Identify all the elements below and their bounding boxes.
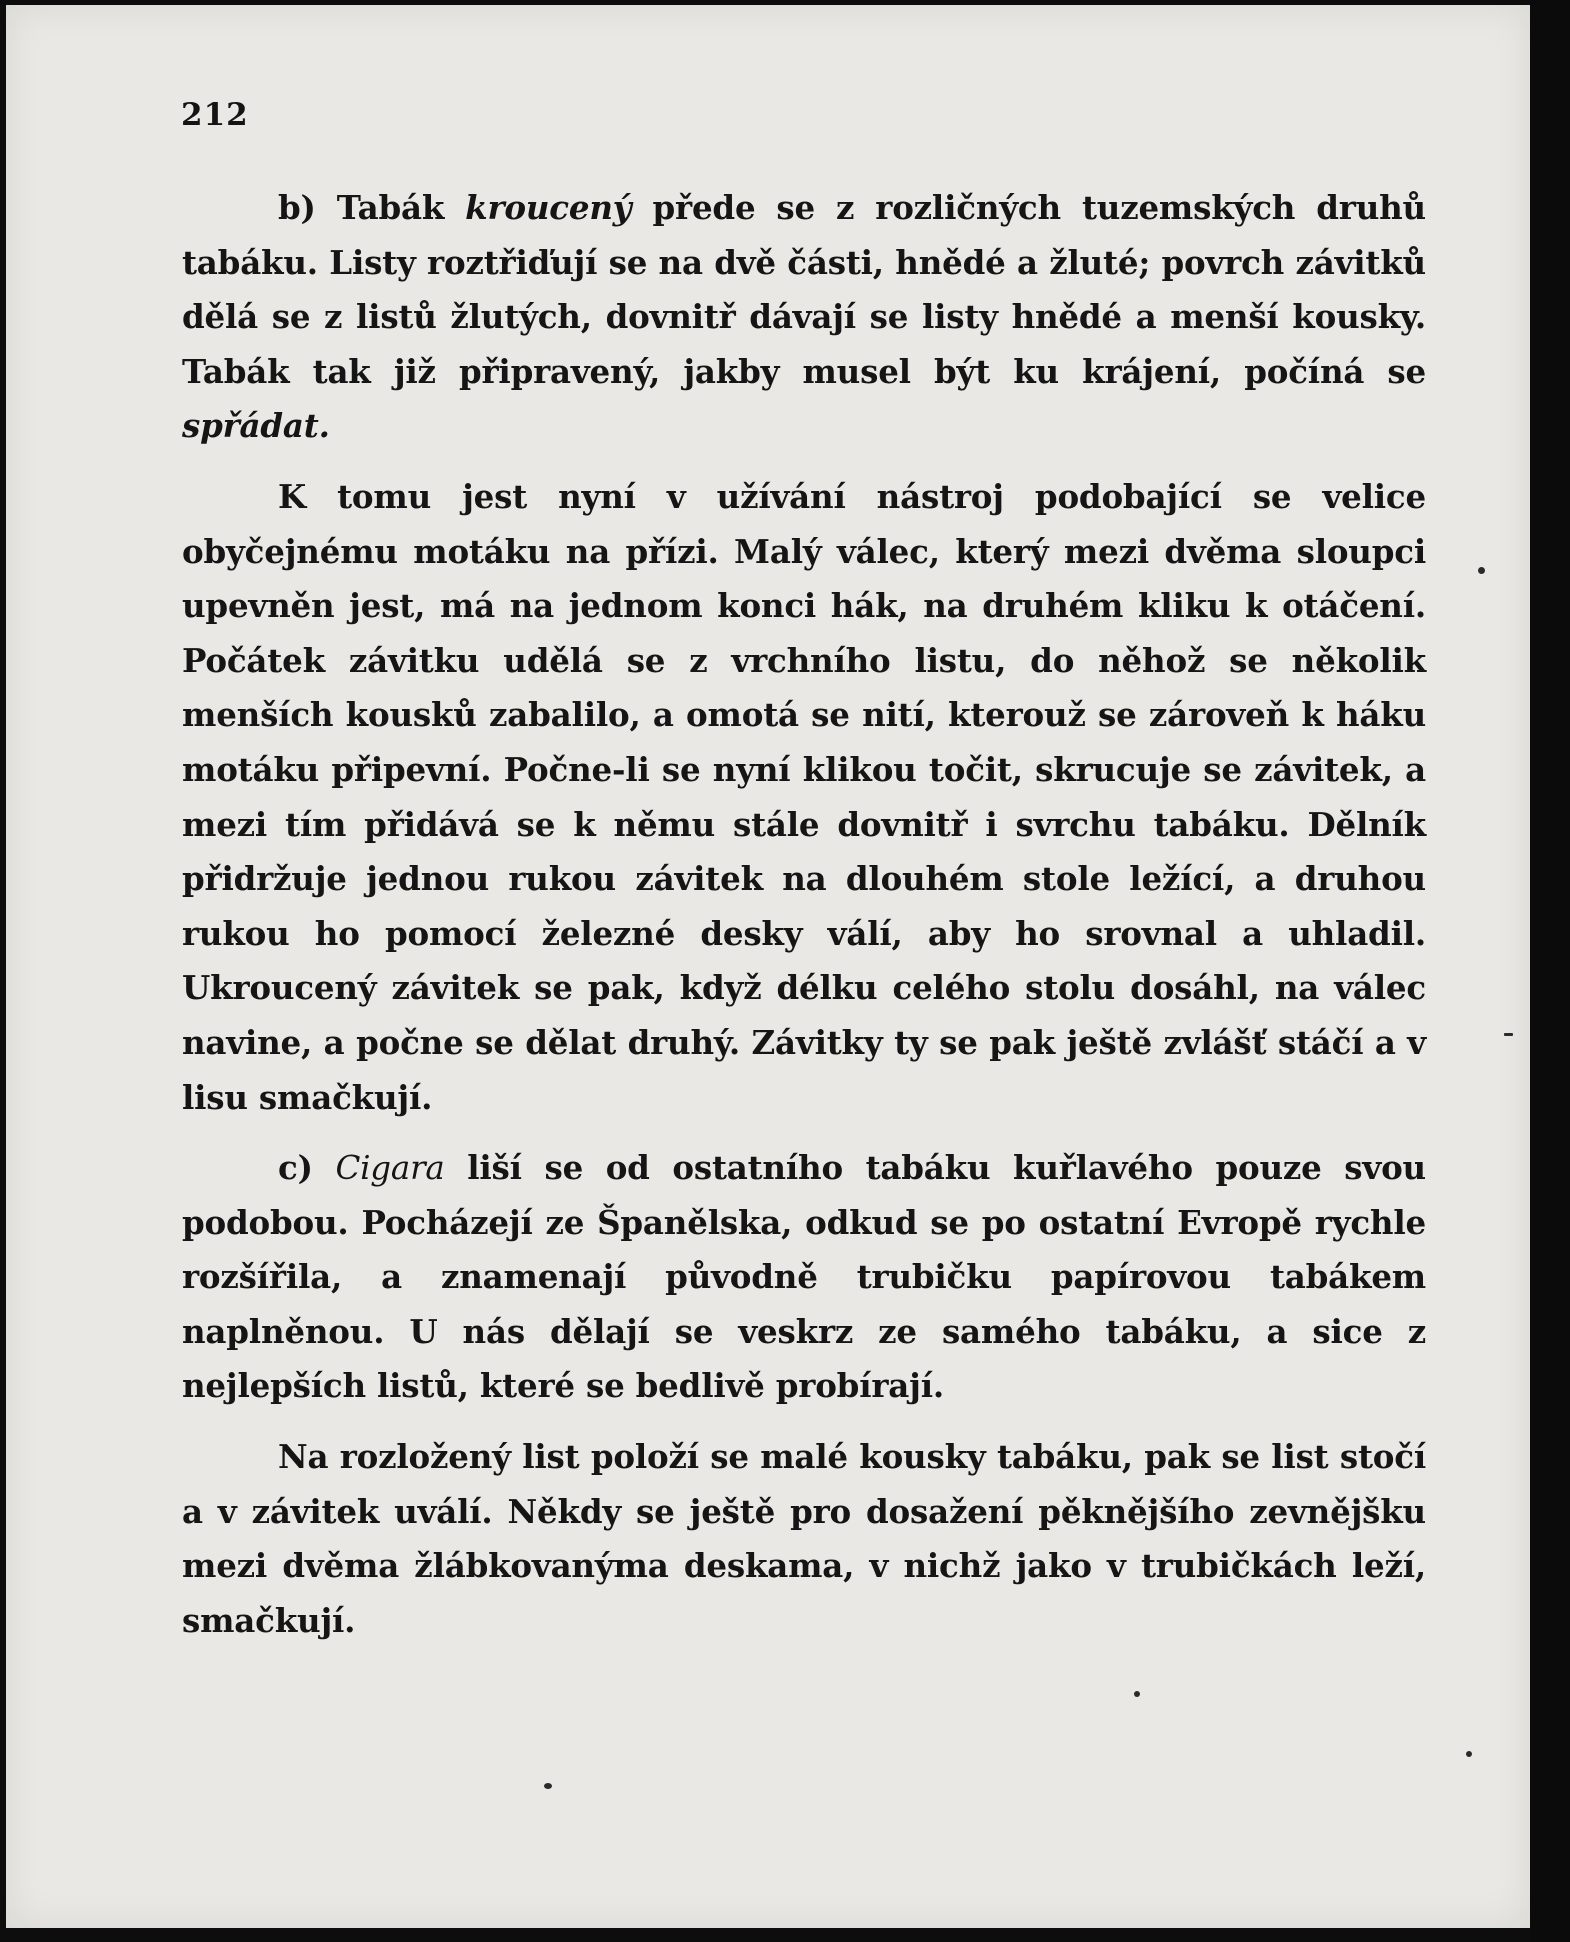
- page-number: 212: [181, 97, 249, 133]
- paragraph-1: [182, 181, 1426, 454]
- italic-term-cigara: Cigara: [335, 1149, 445, 1188]
- paragraph-2: [182, 470, 1426, 1125]
- scan-speck: [1134, 1691, 1140, 1697]
- scan-border: [1530, 0, 1570, 1942]
- paragraph-4: [182, 1430, 1426, 1648]
- scan-speck: [544, 1783, 552, 1789]
- book-page: [6, 5, 1530, 1928]
- text-run: c): [278, 1148, 336, 1188]
- body-text: [182, 181, 1426, 1664]
- scan-speck: [1466, 1751, 1472, 1757]
- text-run: b) Tabák: [278, 188, 466, 227]
- text-run: liší se od ostatního tabáku kuřlavého pouze svou podobou. Pocházejí ze Španělska, odkud se po ostatní Evropě rychle rozšířila, a znamenají původně trubičku papírovou tabákem naplněnou. U nás dělají se veskrz ze samého tabáku, a sice z nejlepších listů, které se bedlivě probírají.: [182, 1148, 1426, 1406]
- italic-term-spradat: spřádat.: [182, 406, 330, 446]
- italic-term-krouceny: kroucený: [465, 188, 632, 227]
- text-run: Na rozložený list položí se malé kousky tabáku, pak se list stočí a v závitek uválí. Někdy se ještě pro dosažení pěknějšího zevnějšku mezi dvěma žlábkovanýma deskama, v nichž jako v trubičkách leží, smačkují.: [182, 1437, 1426, 1640]
- paragraph-3: [182, 1141, 1426, 1414]
- text-run: K tomu jest nyní v užívání nástroj podobající se velice obyčejnému motáku na přízi. Malý válec, který mezi dvěma sloupci upevněn jest, má na jednom konci hák, na druhém kliku k otáčení. Počátek závitku udělá se z vrchního listu, do něhož se několik menších kousků zabalilo, a omotá se nití, kterouž se zároveň k háku motáku připevní. Počne-li se nyní klikou točit, skrucuje se závitek, a mezi tím přidává se k němu stále dovnitř i svrchu tabáku. Dělník přidržuje jednou rukou závitek na dlouhém stole ležící, a druhou rukou ho pomocí železné desky válí, aby ho srovnal a uhladil. Ukroucený závitek se pak, když délku celého stolu dosáhl, na válec navine, a počne se dělat druhý. Závitky ty se pak ještě zvlášť stáčí a v lisu smačkují.: [182, 476, 1426, 1117]
- scan-speck: [1478, 567, 1485, 574]
- scan-speck: [1504, 1033, 1513, 1036]
- text-run: přede se z rozličných tuzemských druhů tabáku. Listy roztřiďují se na dvě části, hnědé a žluté; povrch závitků dělá se z listů žlutých, dovnitř dávají se listy hnědé a menší kousky. Tabák tak již připravený, jakby musel být ku krájení, počíná se: [182, 188, 1426, 391]
